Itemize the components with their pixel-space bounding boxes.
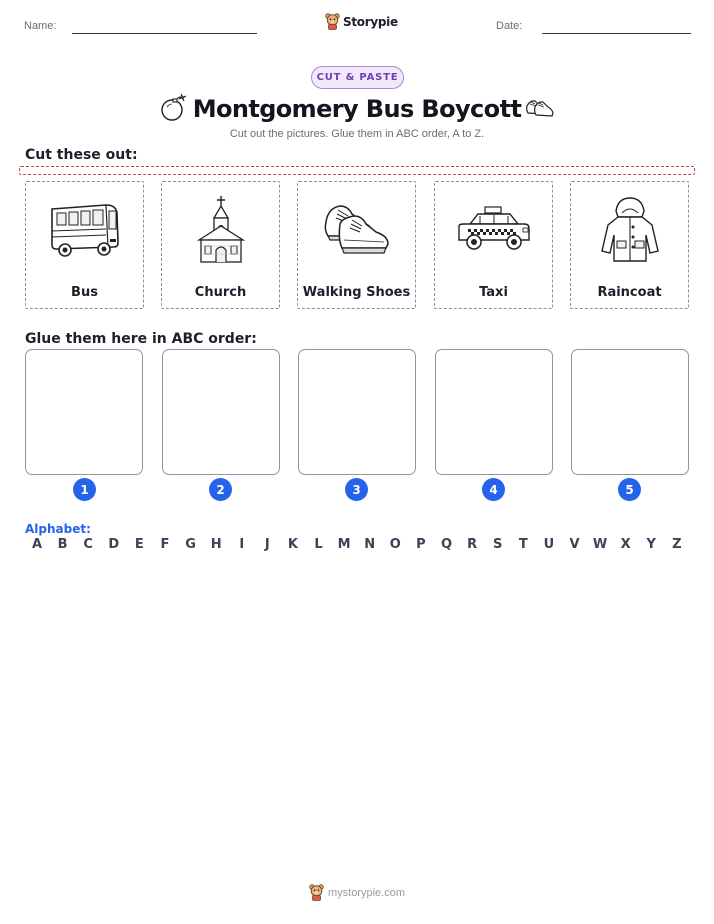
alphabet-letter: N (364, 537, 376, 552)
instructions: Cut out the pictures. Glue them in ABC order, A to Z. (229, 128, 485, 140)
bus-icon (48, 199, 122, 261)
bear-mascot-icon (309, 884, 324, 901)
order-number-3: 3 (345, 478, 368, 501)
alphabet-letter: G (185, 537, 196, 552)
glue-box-5[interactable] (571, 349, 689, 475)
cut-card-walking-shoes[interactable] (297, 181, 416, 309)
order-number-4: 4 (482, 478, 505, 501)
walking-shoes-icon (322, 200, 392, 260)
bear-mascot-icon (325, 13, 340, 30)
church-icon (193, 194, 249, 266)
alphabet-letter: W (592, 537, 608, 552)
alphabet-letter: L (314, 537, 323, 552)
sneakers-icon (524, 96, 556, 120)
cut-card-raincoat[interactable] (570, 181, 689, 309)
raincoat-icon (598, 195, 662, 265)
alphabet-letter: K (287, 537, 298, 552)
alphabet-label: Alphabet: (25, 522, 91, 536)
alphabet-letter: U (543, 537, 555, 552)
glue-box-2[interactable] (162, 349, 280, 475)
alphabet-letter: I (239, 537, 245, 552)
alphabet-letter: D (108, 537, 120, 552)
footer-url[interactable]: mystorypie.com (327, 886, 406, 899)
card-label: Raincoat (597, 285, 662, 300)
glue-box-4[interactable] (435, 349, 553, 475)
alphabet-letter: C (83, 537, 93, 552)
alphabet-letter: Z (672, 537, 682, 552)
taxi-icon (456, 204, 532, 256)
card-label: Church (194, 285, 247, 300)
cut-card-bus[interactable] (25, 181, 144, 309)
alphabet-letter: B (57, 537, 68, 552)
alphabet-letter: H (210, 537, 222, 552)
glue-section-heading: Glue them here in ABC order: (25, 331, 257, 347)
alphabet-letter: M (337, 537, 351, 552)
order-number-1: 1 (73, 478, 96, 501)
brand-name: Storypie (343, 14, 398, 29)
date-line (542, 33, 691, 34)
alphabet-letter: T (518, 537, 528, 552)
alphabet-letter: J (264, 537, 270, 552)
alphabet-row (25, 537, 689, 552)
glue-box-1[interactable] (25, 349, 143, 475)
alphabet-letter: O (389, 537, 401, 552)
name-line (72, 33, 257, 34)
alphabet-letter: R (467, 537, 478, 552)
order-number-5: 5 (618, 478, 641, 501)
brand-logo (325, 13, 398, 30)
page-title: Montgomery Bus Boycott (192, 95, 522, 123)
date-label: Date: (496, 20, 523, 32)
footer (0, 884, 714, 901)
alphabet-letter: F (160, 537, 170, 552)
name-label: Name: (24, 20, 57, 32)
alphabet-letter: E (134, 537, 144, 552)
alphabet-letter: A (31, 537, 43, 552)
alphabet-letter: Y (646, 537, 656, 552)
worksheet-header (0, 0, 714, 44)
title-row (0, 92, 714, 126)
alphabet-letter: V (569, 537, 580, 552)
card-label: Walking Shoes (302, 285, 411, 300)
alphabet-letter: S (493, 537, 503, 552)
cut-section-heading: Cut these out: (25, 147, 138, 163)
cut-card-taxi[interactable] (434, 181, 553, 309)
card-label: Taxi (479, 285, 508, 300)
order-number-2: 2 (209, 478, 232, 501)
cut-card-church[interactable] (161, 181, 280, 309)
cut-line (19, 166, 695, 175)
card-label: Bus (71, 285, 98, 300)
alphabet-letter: Q (440, 537, 453, 552)
glue-box-3[interactable] (298, 349, 416, 475)
cut-and-paste-badge: CUT & PASTE (311, 66, 404, 89)
alphabet-letter: P (416, 537, 426, 552)
alphabet-letter: X (620, 537, 631, 552)
